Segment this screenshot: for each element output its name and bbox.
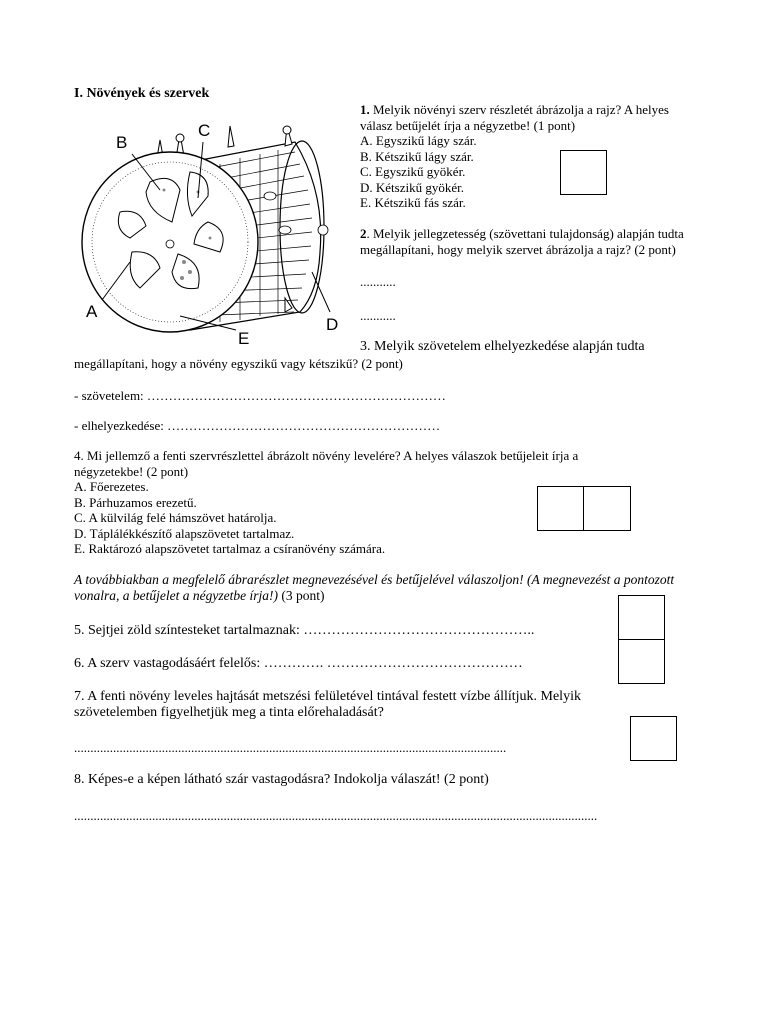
label-b: B	[116, 133, 128, 152]
label-c: C	[198, 121, 211, 140]
q4-option-c: C. A külvilág felé hámszövet határolja.	[74, 510, 277, 525]
q6-answer-box[interactable]	[618, 639, 665, 684]
question-2	[360, 226, 690, 257]
q1-option-d: D. Kétszikű gyökér.	[360, 179, 464, 195]
q3-field-tissue[interactable]: - szövetelem: ……………………………………………………………	[74, 388, 446, 403]
instruction-text: A továbbiakban a megfelelő ábrarészlet megnevezésével és betűjelével válaszoljon! (A megnevezést a pontozott vonalra, a betűjelet a négyzetbe írja!) (3 pont)	[74, 572, 675, 603]
q4-option-d: D. Táplálékkészítő alapszövetet tartalmaz.	[74, 525, 295, 541]
stem-cross-section-figure	[80, 112, 355, 347]
q1-option-b: B. Kétszikű lágy szár.	[360, 148, 474, 164]
q1-answer-box[interactable]	[560, 150, 607, 195]
q1-option-c: C. Egyszikű gyökér.	[360, 164, 466, 179]
question-1-text: 1. Melyik növényi szerv részletét ábrázolja a rajz? A helyes válasz betűjelét írja a négyzetbe! (1 pont)	[360, 102, 669, 133]
question-3-line-1: 3. Melyik szövetelem elhelyezkedése alapján tudta	[360, 339, 645, 354]
q4-option-b: B. Párhuzamos erezetű.	[74, 494, 197, 510]
q2-answer-line-2[interactable]: ...........	[360, 308, 396, 323]
question-7: 7. A fenti növény leveles hajtását metszési felületével tintával festett vízbe állítjuk. Melyik szövetelemben figyelhetjük meg a tinta előrehaladását?	[74, 689, 581, 720]
question-4-text: 4. Mi jellemző a fenti szervrészlettel ábrázolt növény levelére? A helyes válaszok betűjeleit írja a négyzetekbe! (2 pont)	[74, 448, 579, 479]
q4-answer-box-1[interactable]	[537, 486, 584, 531]
question-2-text: 2. Melyik jellegzetesség (szövettani tulajdonság) alapján tudta megállapítani, hogy melyik szervet ábrázolja a rajz? (2 pont)	[360, 226, 684, 257]
question-5: 5. Sejtjei zöld színtesteket tartalmaznak: …………………………………………..	[74, 623, 535, 638]
q4-option-e: E. Raktározó alapszövetet tartalmaz a csíranövény számára.	[74, 541, 386, 556]
q7-answer-box[interactable]	[630, 716, 677, 761]
q7-answer-line[interactable]: .....................................................................................................................................	[74, 740, 507, 755]
section-title: I. Növények és szervek	[74, 86, 210, 101]
q2-answer-line-1[interactable]: ...........	[360, 274, 396, 289]
label-e: E	[238, 329, 250, 347]
question-3-line-2: megállapítani, hogy a növény egyszikű vagy kétszikű? (2 pont)	[74, 356, 403, 371]
q8-answer-line[interactable]: .................................................................................................................................................................	[74, 808, 598, 823]
q3-field-position[interactable]: - elhelyezkedése: ………………………………………………………	[74, 418, 441, 433]
label-a: A	[86, 302, 98, 321]
q4-answer-box-2[interactable]	[583, 486, 631, 531]
question-8: 8. Képes-e a képen látható szár vastagodásra? Indokolja válaszát! (2 pont)	[74, 772, 489, 787]
q4-option-a: A. Főerezetes.	[74, 479, 149, 494]
question-6: 6. A szerv vastagodásáért felelős: …………. ……………………………………	[74, 656, 523, 671]
label-d: D	[326, 315, 339, 334]
q5-answer-box[interactable]	[618, 595, 665, 640]
q1-option-e: E. Kétszikű fás szár.	[360, 195, 466, 210]
q1-option-a: A. Egyszikű lágy szár.	[360, 133, 477, 148]
question-1	[360, 102, 690, 211]
